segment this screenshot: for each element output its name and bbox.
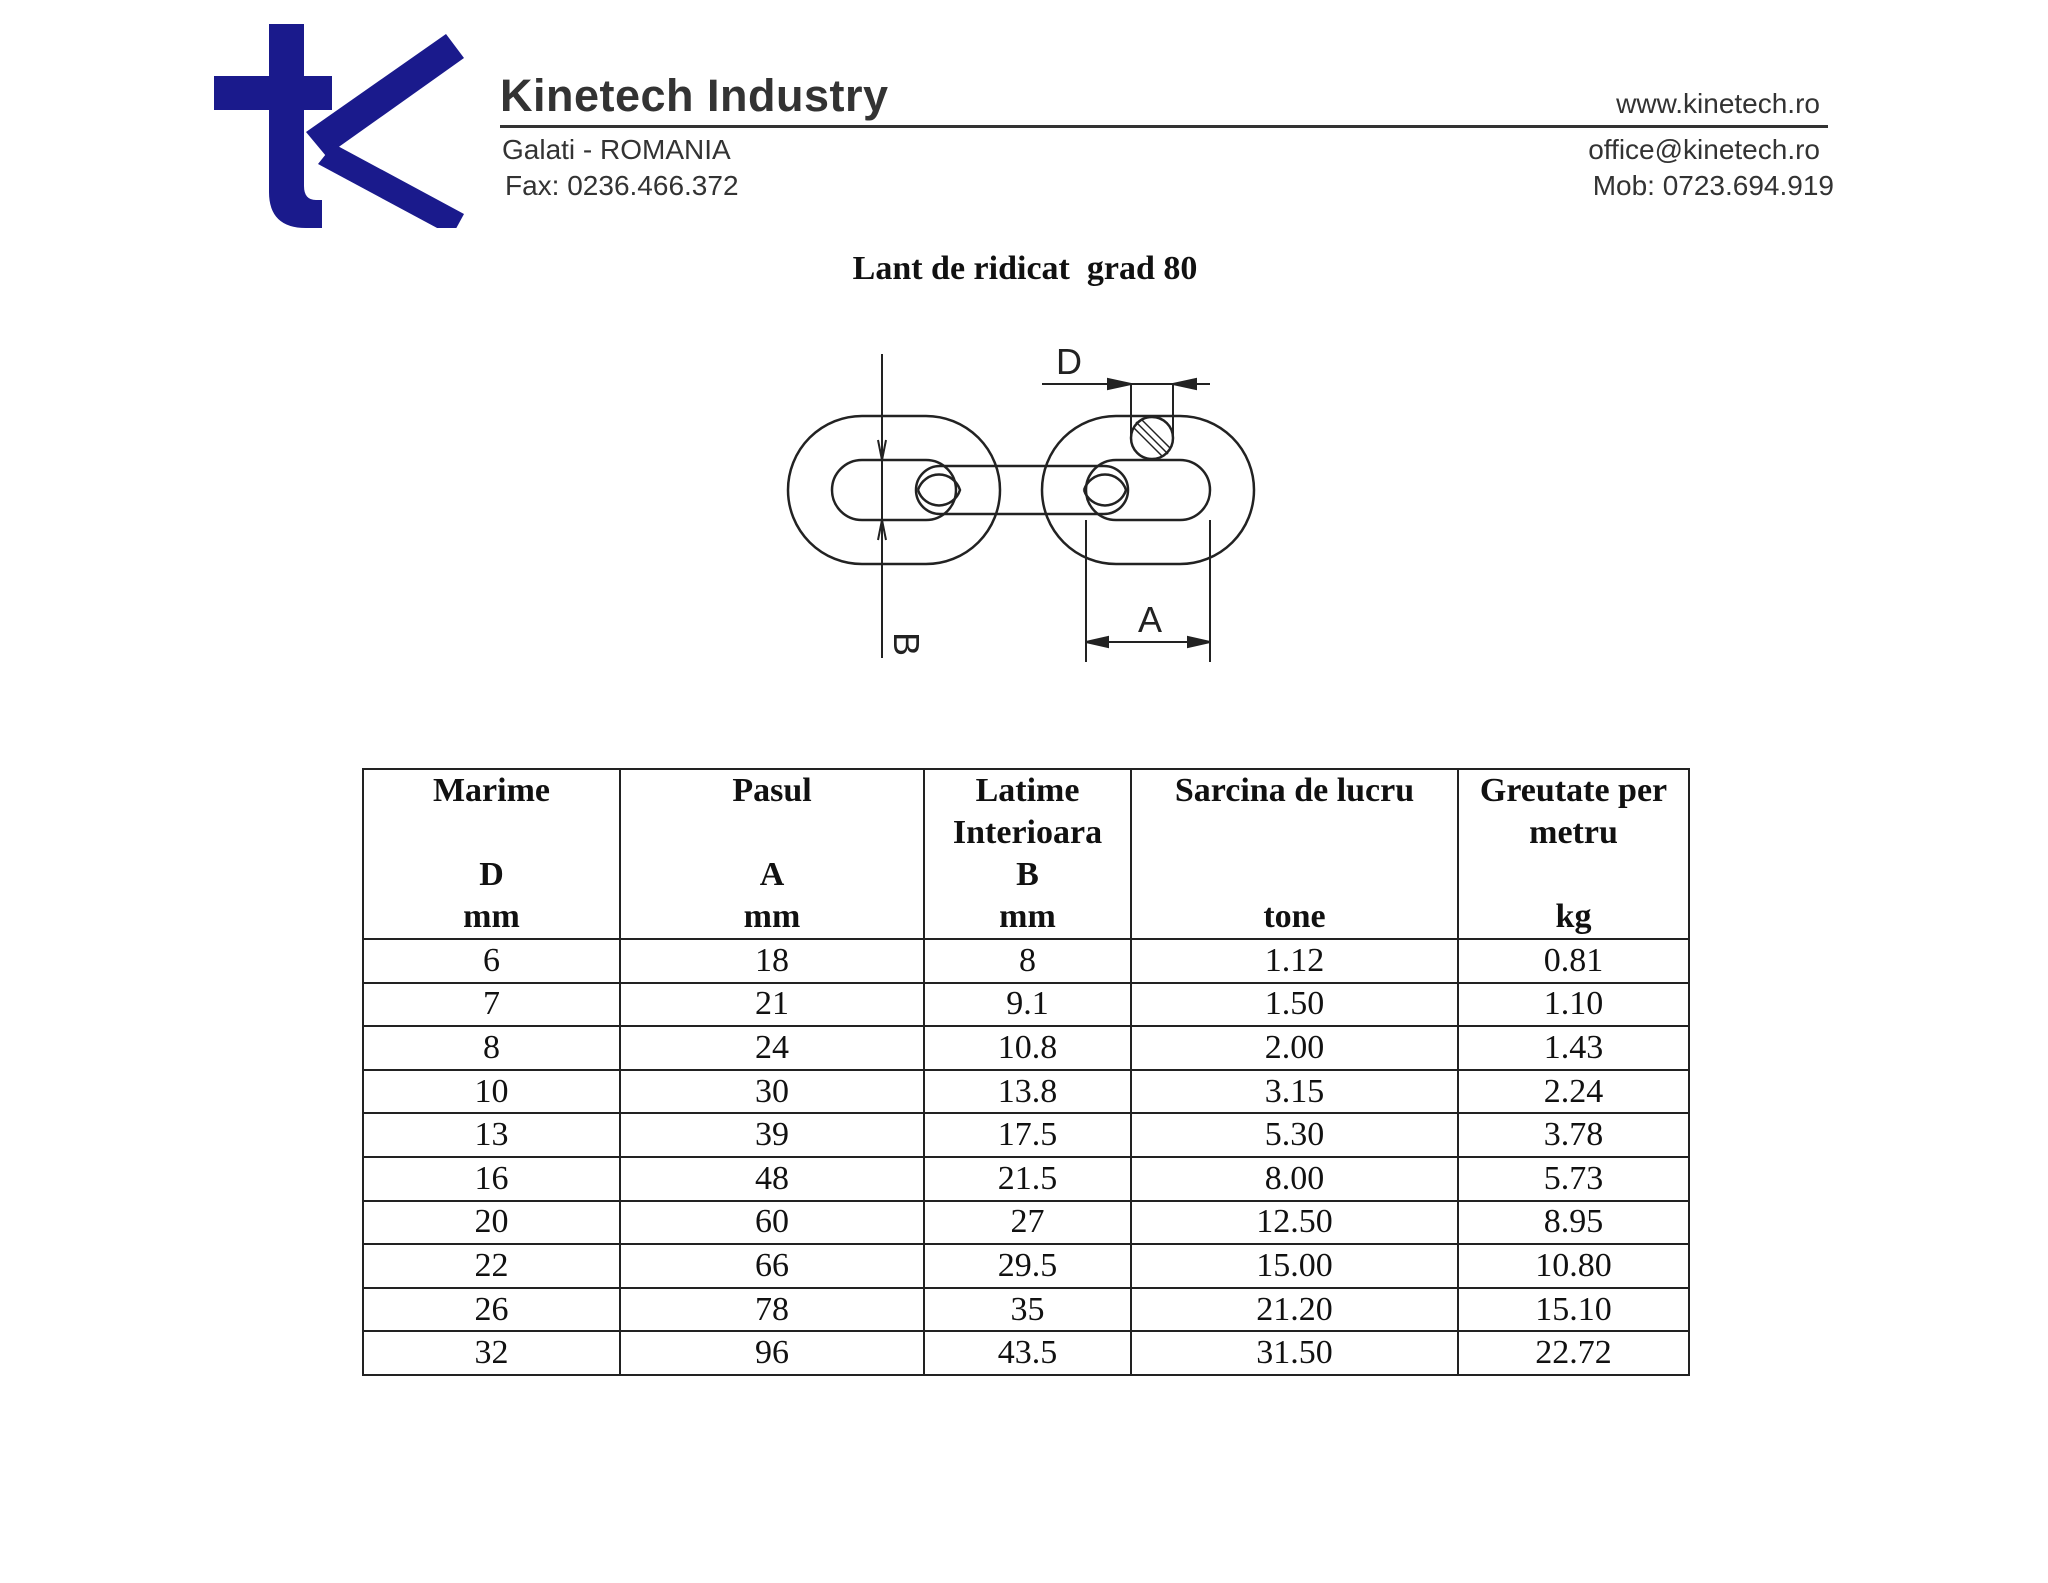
table-cell: 43.5: [924, 1331, 1131, 1375]
table-cell: 6: [363, 939, 620, 983]
right-link-outer: [1042, 416, 1254, 564]
table-cell: 1.12: [1131, 939, 1458, 983]
table-cell: 96: [620, 1331, 924, 1375]
left-link-outer: [788, 416, 1000, 564]
table-cell: 5.73: [1458, 1157, 1689, 1201]
page-title: Lant de ridicat grad 80: [852, 250, 1198, 287]
table-cell: 2.24: [1458, 1070, 1689, 1114]
table-row: [363, 1331, 1689, 1375]
table-cell: 48: [620, 1157, 924, 1201]
table-cell: 0.81: [1458, 939, 1689, 983]
table-cell: 8.00: [1131, 1157, 1458, 1201]
table-cell: 24: [620, 1026, 924, 1070]
table-cell: 21.5: [924, 1157, 1131, 1201]
label-b: B: [886, 632, 927, 657]
table-cell: 22: [363, 1244, 620, 1288]
company-location: Galati - ROMANIA: [502, 134, 731, 165]
header-rule: [500, 125, 1828, 128]
right-link-inner: [1086, 460, 1210, 520]
table-cell: 13.8: [924, 1070, 1131, 1114]
table-cell: 10.80: [1458, 1244, 1689, 1288]
table-cell: 27: [924, 1201, 1131, 1245]
table-cell: 21: [620, 983, 924, 1027]
chain-spec-table: [362, 768, 1690, 1376]
table-cell: 22.72: [1458, 1331, 1689, 1375]
table-cell: 3.78: [1458, 1113, 1689, 1157]
table-cell: 7: [363, 983, 620, 1027]
company-website[interactable]: www.kinetech.ro: [1616, 88, 1820, 119]
header-size: Marime D mm: [363, 769, 620, 939]
middle-link: [916, 466, 1128, 514]
table-cell: 15.00: [1131, 1244, 1458, 1288]
table-cell: 15.10: [1458, 1288, 1689, 1332]
table-cell: 1.10: [1458, 983, 1689, 1027]
table-cell: 10.8: [924, 1026, 1131, 1070]
table-row: [363, 1288, 1689, 1332]
table-cell: 30: [620, 1070, 924, 1114]
table-cell: 39: [620, 1113, 924, 1157]
table-row: [363, 983, 1689, 1027]
table-header-row: [363, 769, 1689, 939]
header-inner-width: Latime Interioara B mm: [924, 769, 1131, 939]
header-working-load: Sarcina de lucru tone: [1131, 769, 1458, 939]
table-cell: 78: [620, 1288, 924, 1332]
table-cell: 1.50: [1131, 983, 1458, 1027]
table-cell: 18: [620, 939, 924, 983]
table-cell: 1.43: [1458, 1026, 1689, 1070]
chain-link-diagram: [770, 330, 1290, 670]
left-link-inner: [832, 460, 956, 520]
table-cell: 8: [363, 1026, 620, 1070]
table-cell: 10: [363, 1070, 620, 1114]
table-cell: 2.00: [1131, 1026, 1458, 1070]
company-mobile: Mob: 0723.694.919: [1592, 170, 1834, 201]
table-cell: 21.20: [1131, 1288, 1458, 1332]
table-row: [363, 1113, 1689, 1157]
header-pitch: Pasul A mm: [620, 769, 924, 939]
table-cell: 3.15: [1131, 1070, 1458, 1114]
company-fax: Fax: 0236.466.372: [505, 170, 739, 201]
company-name: Kinetech Industry: [500, 70, 889, 121]
table-cell: 60: [620, 1201, 924, 1245]
table-cell: 66: [620, 1244, 924, 1288]
table-cell: 26: [363, 1288, 620, 1332]
table-cell: 9.1: [924, 983, 1131, 1027]
label-d: D: [1056, 341, 1082, 382]
label-a: A: [1138, 599, 1163, 640]
table-row: [363, 1201, 1689, 1245]
table-cell: 35: [924, 1288, 1131, 1332]
company-logo: [214, 24, 464, 228]
table-cell: 8.95: [1458, 1201, 1689, 1245]
company-email[interactable]: office@kinetech.ro: [1588, 134, 1820, 165]
table-cell: 31.50: [1131, 1331, 1458, 1375]
table-cell: 8: [924, 939, 1131, 983]
table-cell: 16: [363, 1157, 620, 1201]
table-cell: 12.50: [1131, 1201, 1458, 1245]
table-row: [363, 1157, 1689, 1201]
table-cell: 5.30: [1131, 1113, 1458, 1157]
table-row: [363, 1070, 1689, 1114]
table-row: [363, 1026, 1689, 1070]
table-cell: 20: [363, 1201, 620, 1245]
header-weight-per-meter: Greutate per metru kg: [1458, 769, 1689, 939]
table-cell: 32: [363, 1331, 620, 1375]
table-row: [363, 1244, 1689, 1288]
table-cell: 13: [363, 1113, 620, 1157]
table-cell: 29.5: [924, 1244, 1131, 1288]
table-row: [363, 939, 1689, 983]
table-cell: 17.5: [924, 1113, 1131, 1157]
